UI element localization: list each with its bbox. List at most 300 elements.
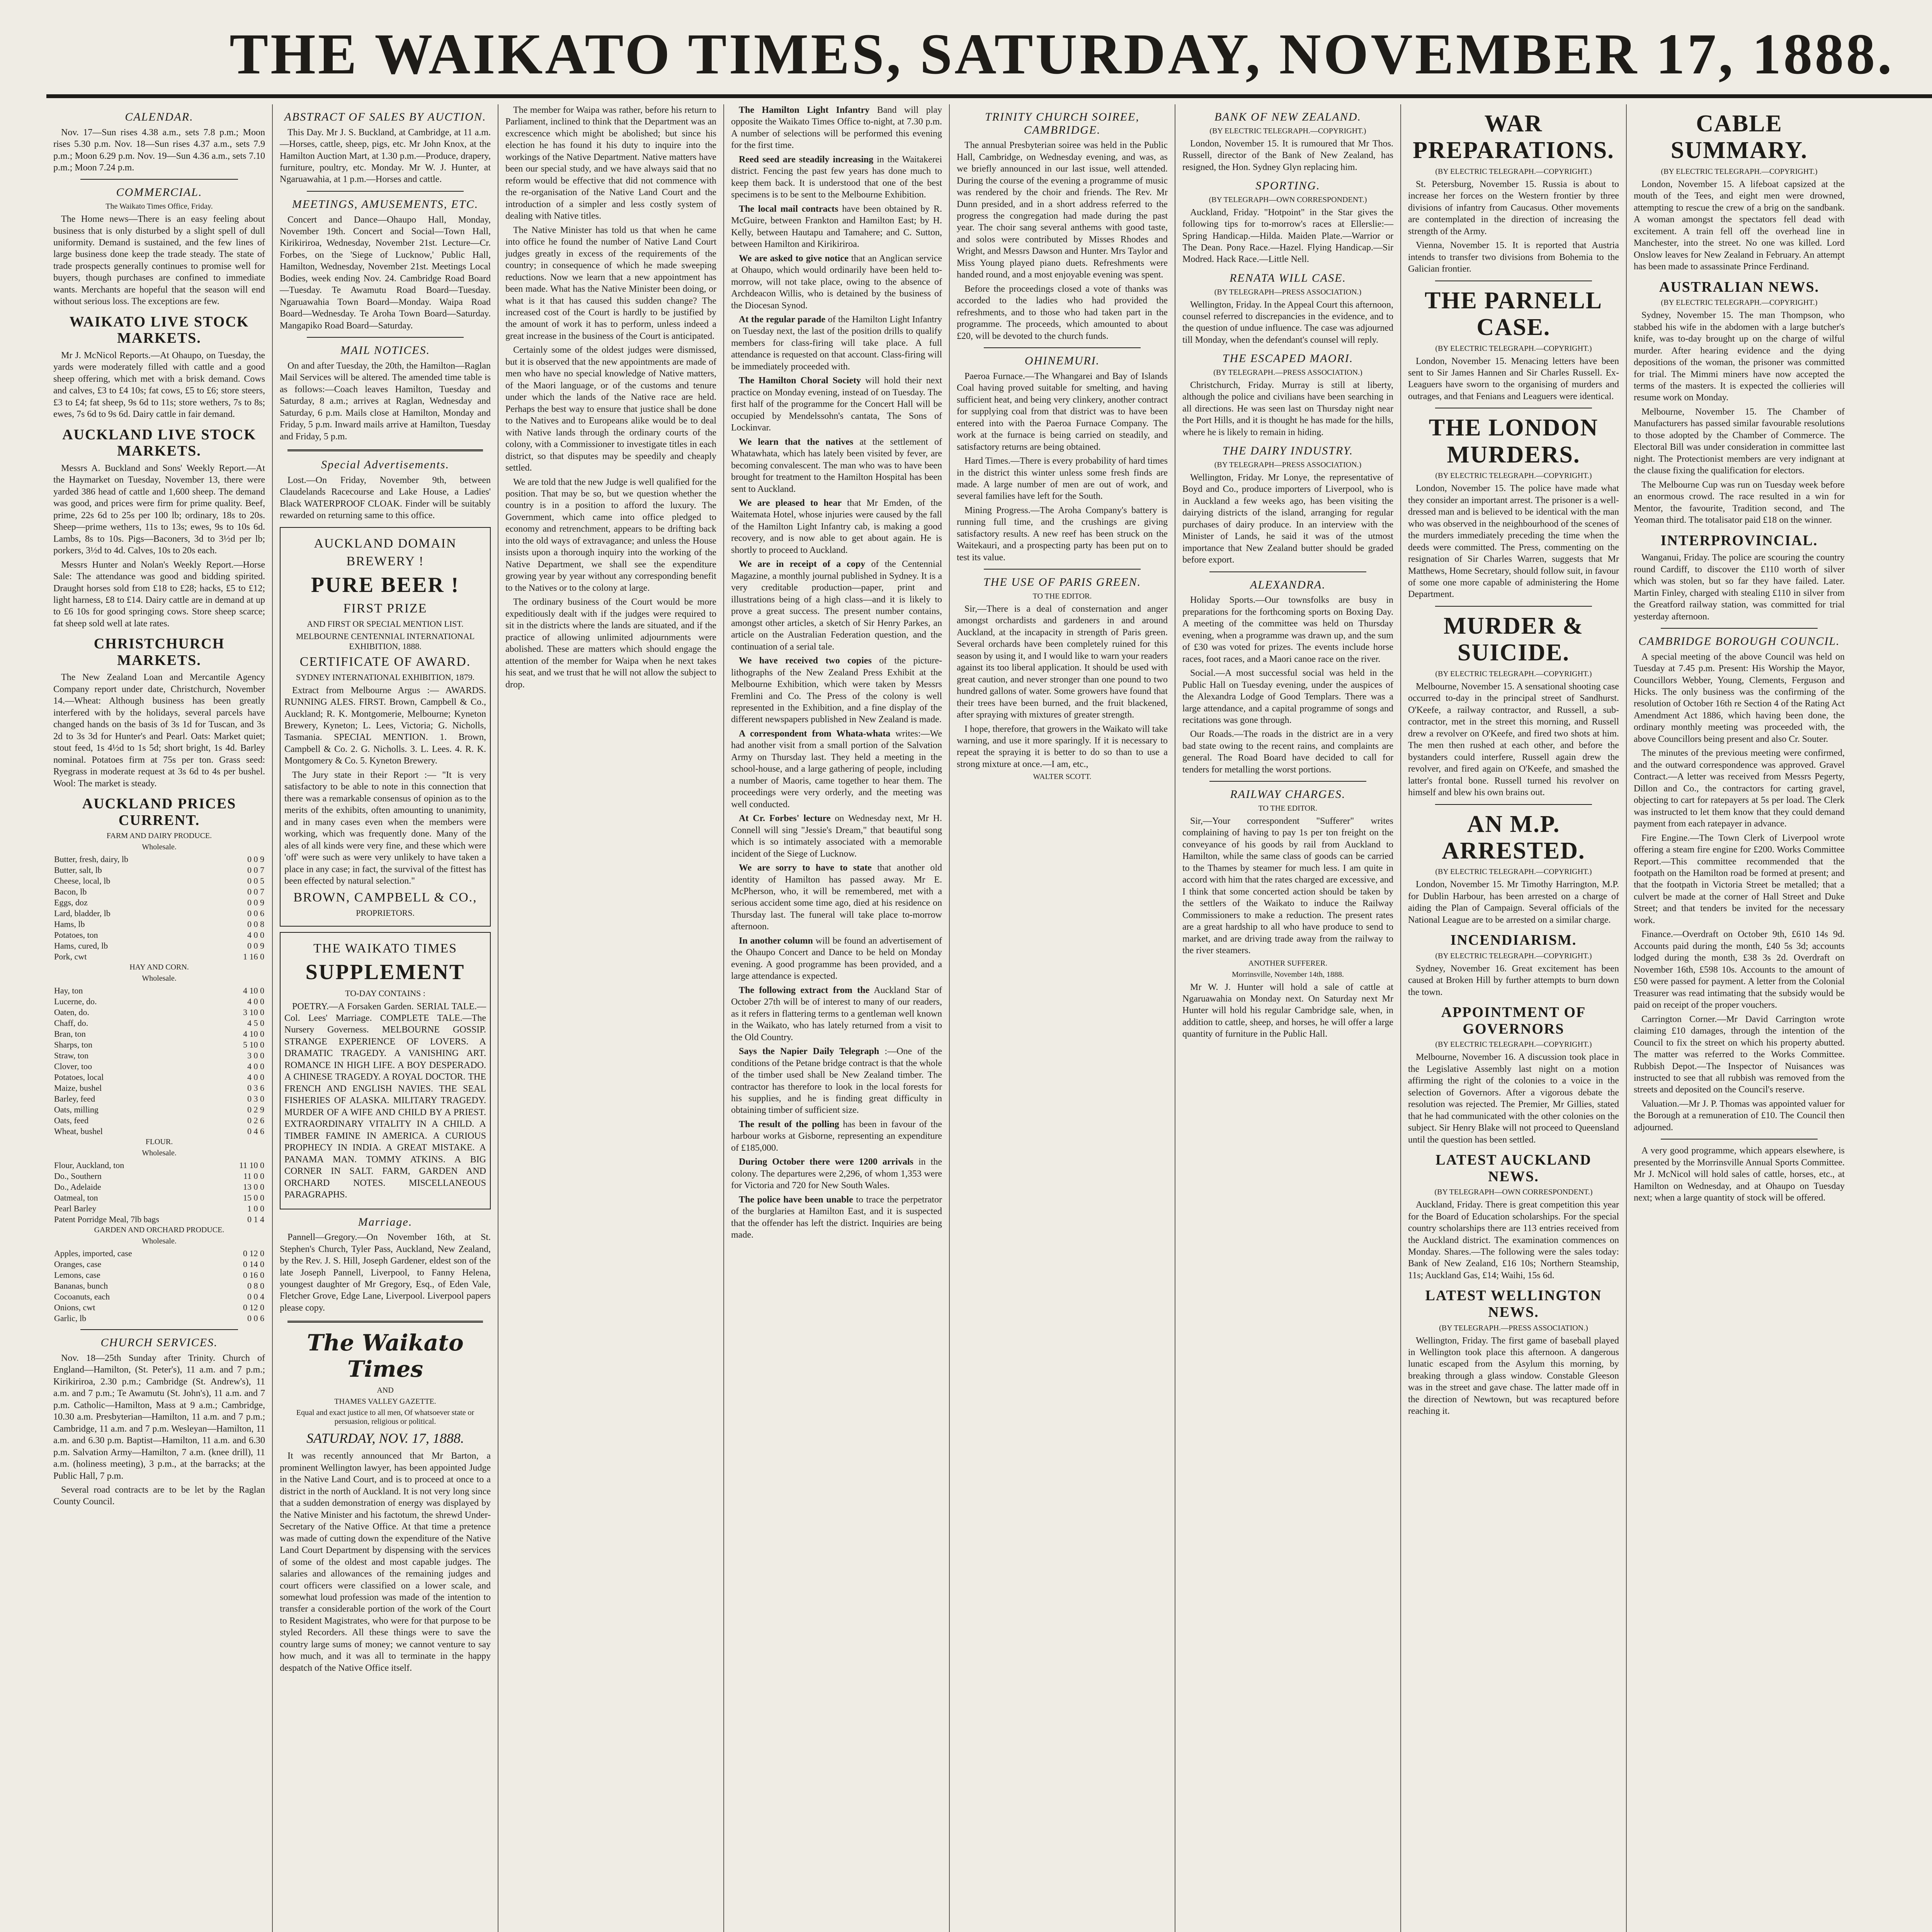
news-item-text: Auckland Star of October 27th will be of interest to many of our readers, as it refers in flattering terms to a gentleman well known in the Waikato, who has lately returned from a visit to the Old Country. [731, 985, 942, 1043]
price-value: 0 0 7 [247, 865, 264, 875]
editorial-date: SATURDAY, NOV. 17, 1888. [306, 1430, 464, 1446]
column-4 [723, 104, 949, 1932]
news-item-text: in the colony. The departures were 2,296, of whom 1,353 were for Victoria and 720 for New South Wales. [731, 1157, 942, 1191]
price-value: 0 0 6 [247, 908, 264, 918]
church-note: Several road contracts are to be let by the Raglan County Council. [53, 1485, 265, 1507]
sporting-text: Auckland, Friday. "Hotpoint" in the Star gives the following tips for to-morrow's races at Ellerslie:—Spring Handicap.—Hilda. Maiden Plate.—Warrior or The Dean. Pony Race.—Hazel. Flying Handicap.—Sir Modred. Hack Race.—Little Nell. [1182, 207, 1393, 265]
newspaper-title: The Waikato Times [307, 1330, 464, 1383]
incendiarism-text: Sydney, November 16. Great excitement has been caused at Broken Hill by further attempts to burn down the town. [1408, 963, 1619, 997]
price-value: 4 0 0 [247, 997, 264, 1007]
supplement-title: THE WAIKATO TIMES [313, 941, 457, 956]
renata-text: Wellington, Friday. In the Appeal Court this afternoon, counsel referred to discrepancies in the evidence, and to the question of undue influence. The case was adjourned till Monday, when the defendant's counsel will reply. [1182, 299, 1393, 345]
news-item-text: have been obtained by R. McGuire, between Frankton and Hamilton East; by H. Kelly, between Hautapu and Tamahere; and C. Sutton, between Hamilton and Kirikiriroa. [731, 204, 942, 250]
price-value: 0 2 6 [247, 1116, 264, 1126]
news-item-text: at the settlement of Whatawhata, which has lately been visited by fever, are becoming convalescent. The man who was to have been brought for treatment to the Hamilton Hospital has been sent to Auckland. [731, 437, 942, 494]
meetings-text: Concert and Dance—Ohaupo Hall, Monday, November 19th. Concert and Social—Town Hall, Kirikiriroa, Wednesday, November 21st. Lecture—Cr. Forbes, on the 'Siege of Lucknow,' Public Hall, Hamilton, Wednesday, November 21st. Meetings Local Bodies, week ending Nov. 24. Cambridge Road Board—Tuesday. Te Awamutu Road Board—Tuesday. Ngaruawahia Town Board—Monday. Waipa Road Board—Wednesday. Te Aroha Town Board—Saturday. Mangapiko Road Board—Saturday. [280, 214, 491, 331]
renata-sub: (BY TELEGRAPH—PRESS ASSOCIATION.) [1214, 287, 1362, 296]
first-mention: AND FIRST OR SPECIAL MENTION LIST. [307, 619, 464, 629]
price-value: 0 0 5 [247, 876, 264, 886]
brewery-slogan: PURE BEER ! [311, 573, 460, 597]
price-value: 0 2 9 [247, 1105, 264, 1115]
governors-heading: APPOINTMENT OF GOVERNORS [1441, 1004, 1586, 1037]
sporting-sub: (BY TELEGRAPH—OWN CORRESPONDENT.) [1209, 195, 1367, 204]
column-7 [1400, 104, 1626, 1932]
price-row [53, 1281, 265, 1291]
news-item [731, 1194, 942, 1241]
railway-heading: RAILWAY CHARGES. [1230, 788, 1346, 801]
price-row [53, 1018, 265, 1029]
news-item-text: that Mr Emden, of the Waitemata Hotel, whose injuries were caused by the fall of the Hamilton Light Infantry cab, is making a good recovery, and is now able to get about again. He is shortly to proceed to Auckland. [731, 498, 942, 555]
price-value: 15 0 0 [243, 1193, 264, 1203]
price-row [53, 1203, 265, 1214]
governors-text: Melbourne, November 16. A discussion took place in the Legislative Assembly last night on a motion affirming the right of the colonies to a voice in the selection of Governors. After a vigorous debate the resolution was rejected. The Premier, Mr Gillies, stated that he had communicated with the other colonies on the subject. Sir Henry Blake will not proceed to Queensland until the question has been settled. [1408, 1052, 1619, 1145]
separator [1435, 606, 1592, 607]
london-heading: THE LONDON MURDERS. [1429, 415, 1599, 468]
paris-green-text: Sir,—There is a deal of consternation and anger amongst orchardists and gardeners in and around Auckland, at the incapacity in strength of Paris green. Several orchards have been completely ruined for this season by using it, and I would like to warn your readers against its too liberal application. It should be used with great caution, and never stronger than one pound to two hundred gallons of water. Some growers have found that their trees have been burned, and the fruit blackened, after spraying with mixtures of greater strength. [957, 604, 1168, 720]
news-item-lead: A correspondent from Whata-whata [739, 728, 891, 739]
news-item-lead: The police have been unable [739, 1194, 853, 1205]
awards-extract: Extract from Melbourne Argus :— AWARDS. RUNNING ALES. FIRST. Brown, Campbell & Co., Auckland; R. K. Montgomerie, Melbourne; Kyneton Brewery, Kyneton; L. Lees, Victoria; G. Nicholls, Tasmania. SPECIAL MENTION. 1. Brown, Campbell & Co. 2. G. Nicholls. 3. L. Lees. 4. R. K. Montgomery & Co. 5. Kyneton Brewery. [284, 685, 486, 766]
price-item: Butter, salt, lb [54, 865, 102, 875]
prices-flour-table [53, 1160, 265, 1225]
bank-text: London, November 15. It is rumoured that Mr Thos. Russell, director of the Bank of New Zealand, has resigned, the Hon. Sydney Glyn replacing him. [1182, 138, 1393, 172]
mp-text: London, November 15. Mr Timothy Harrington, M.P. for Dublin Harbour, has been arrested on a charge of aiding the Plan of Campaign. Several officials of the National League are to be arrested on a similar charge. [1408, 879, 1619, 925]
lost-notice: Lost.—On Friday, November 9th, between Claudelands Racecourse and Lake House, a Ladies' Black WATERPROOF CLOAK. Finder will be suitably rewarded on returning same to this office. [280, 475, 491, 521]
price-item: Flour, Auckland, ton [54, 1160, 124, 1170]
dairy-heading: THE DAIRY INDUSTRY. [1222, 444, 1354, 457]
news-item [731, 203, 942, 250]
price-row [53, 1039, 265, 1050]
bank-sub: (BY ELECTRIC TELEGRAPH.—COPYRIGHT.) [1209, 126, 1366, 135]
price-value: 0 12 0 [243, 1303, 264, 1313]
incendiarism-heading: INCENDIARISM. [1450, 932, 1577, 949]
news-item [731, 314, 942, 372]
prices-garden-table [53, 1248, 265, 1324]
brewery-firm: BROWN, CAMPBELL & CO., [293, 890, 477, 905]
latest-wellington-sub: (BY TELEGRAPH.—PRESS ASSOCIATION.) [1439, 1323, 1588, 1332]
price-row [53, 1061, 265, 1072]
price-item: Bacon, lb [54, 887, 87, 897]
news-item-text: of the Hamilton Light Infantry on Tuesday next, the last of the position drills to qualify members for class-firing will take place. A full attendance is requested on that account. Class-firing will be immediately proceeded with. [731, 314, 942, 372]
war-text: St. Petersburg, November 15. Russia is about to increase her forces on the Western frontier by three divisions of infantry from Caucasus. Other movements are contemplated in the direction of increasing the strength of the Army. [1408, 179, 1619, 236]
council-text-5: Carrington Corner.—Mr David Carrington wrote claiming £10 damages, through the intention of the Council to fix the street on which his property abutted. The matter was referred to the Works Committee. Rubbish Depot.—The Inspector of Nuisances was instructed to see that all rubbish was removed from the streets and deposited on the Council's reserve. [1634, 1014, 1845, 1095]
price-row [53, 1171, 265, 1182]
price-row [53, 930, 265, 940]
prices-hay-note: Wholesale. [142, 974, 177, 983]
paris-green-sub: TO THE EDITOR. [1032, 592, 1092, 600]
london-text: London, November 15. The police have made what they consider an important arrest. The prisoner is a well-dressed man and is believed to be identical with the man who was observed in the neighbourhood of the scenes of the murders immediately preceding the time when the deeds were committed. The Press, commenting on the resignation of Sir Charles Warren, suggests that Mr Matthews, Home Secretary, should follow suit, in favour of some one more capable of administering the Home Department. [1408, 483, 1619, 600]
supplement-contents: POETRY.—A Forsaken Garden. SERIAL TALE.—Col. Lees' Marriage. COMPLETE TALE.—The Nursery Governess. MELBOURNE GOSSIP. STRANGE EXPERIENCE OF LOVERS. A DRAMATIC TRAGEDY. A VANISHING ART. ROMANCE IN HIGH LIFE. A BOY DESPERADO. A CHINESE TRAGEDY. A ROYAL DOCTOR. THE FRENCH AND ENGLISH NAVIES. THE SEAL FISHERIES OF ALASKA. MILITARY TRAGEDY. MURDER OF A WIFE AND CHILD BY A PRIEST. EXTRAORDINARY VITALITY IN A CHILD. A TIMBER FAMINE IN AMERICA. A CURIOUS PROPHECY IN INDIA. A GREAT MISTAKE. A PANAMA MAN. TOMMY ATKINS. A BIG CORNER IN SALT. FARM, GARDEN AND ORCHARD NOTES. MISCELLANEOUS PARAGRAPHS. [284, 1001, 486, 1200]
news-item-text: in the Waitakerei district. Fencing the past few years has done much to keep them back. It is understood that one of the best specimens is to be sent to the Melbourne Exhibition. [731, 154, 942, 200]
price-row [53, 1259, 265, 1270]
christchurch-heading: CHRISTCHURCH MARKETS. [94, 636, 225, 668]
price-row [53, 919, 265, 930]
price-item: Lucerne, do. [54, 997, 97, 1007]
news-item [731, 985, 942, 1043]
news-item [731, 558, 942, 653]
price-value: 4 10 0 [243, 986, 264, 996]
price-row [53, 865, 265, 876]
news-item [731, 1046, 942, 1116]
price-value: 0 0 8 [247, 919, 264, 929]
leader-text-cont-2: The Native Minister has told us that when he came into office he found the number of Native Land Court judges greatly in excess of the requirements of the country; in consequence of which he made sweeping reductions. Now we learn that a new appointment has been made. What has the Native Minister been doing, or what is it that has caused this sudden change? The increased cost of the Court is hardly to be justified by the amount of work it has to perform, unless indeed a great increase in the business of the Court is anticipated. [505, 225, 716, 341]
church-heading: CHURCH SERVICES. [100, 1336, 218, 1349]
australian-text: Sydney, November 15. The man Thompson, who stabbed his wife in the abdomen with a large butcher's knife, was to-day brought up on the charge of wilful murder. After hearing evidence and the dying depositions of the woman, the prisoner was committed for trial. The Mimmi miners have now accepted the terms of the masters. It is expected the collieries will resume work on Monday. [1634, 310, 1845, 403]
price-value: 4 5 0 [247, 1018, 264, 1028]
newspaper-motto: Equal and exact justice to all men, Of whatsoever state or persuasion, religious or political. [296, 1408, 474, 1426]
commercial-heading: COMMERCIAL. [116, 186, 202, 199]
price-row [53, 1126, 265, 1137]
separator [307, 337, 464, 338]
brewery-sub: BREWERY ! [346, 554, 424, 568]
price-item: Wheat, bushel [54, 1126, 103, 1136]
price-value: 0 3 0 [247, 1094, 264, 1104]
price-item: Hams, cured, lb [54, 941, 108, 951]
leader-text-cont-5: The ordinary business of the Court would be more expeditiously dealt with if the judges were required to sit in the districts where the lands are situated, and if the practice of allowing unlimited adjournments were abolished. These are matters which should engage the attention of the member for Waipa when he next takes his seat, and we trust that he will not allow the subject to drop. [505, 597, 716, 690]
news-item [731, 813, 942, 860]
price-value: 0 0 7 [247, 887, 264, 897]
news-item-lead: We have received two copies [739, 656, 872, 666]
price-item: Cheese, local, lb [54, 876, 111, 886]
news-item-lead: Says the Napier Daily Telegraph [739, 1046, 879, 1057]
price-row [53, 1160, 265, 1171]
newspaper-and: AND [377, 1386, 394, 1395]
news-item-text: that another old identity of Hamilton has passed away. Mr E. McPherson, who, it will be remembered, met with a serious accident some time ago, died at his residence on Thursday last. The funeral will take place to-morrow afternoon. [731, 863, 942, 932]
prices-farm-heading: FARM AND DAIRY PRODUCE. [106, 832, 212, 840]
paris-green-text-2: I hope, therefore, that growers in the Waikato will take warning, and use it more sparingly. If it is necessary to repeat the spraying it is better to do so than to use a strong mixture at once.—I am, etc., [957, 724, 1168, 769]
price-value: 13 0 0 [243, 1182, 264, 1192]
church-text: Nov. 18—25th Sunday after Trinity. Church of England—Hamilton, (St. Peter's), 11 a.m. and 7 p.m.; Kirikiriroa, 2.30 p.m.; Cambridge (St. Andrew's), 11 a.m. and 7 p.m.; Te Awamutu (St. John's), 11 a.m. and 7 p.m. Catholic—Hamilton, Mass at 9 a.m.; Cambridge, 10.30 a.m. Presbyterian—Hamilton, 11 a.m. and 7 p.m.; Cambridge, 11 a.m. and 7 p.m. Wesleyan—Hamilton, 11 a.m. and 6.30 p.m. Baptist—Hamilton, 11 a.m. and 6.30 p.m. Salvation Army—Hamilton, 7 a.m. (knee drill), 11 a.m. (holiness meeting), 3 p.m., at the barracks; at the Public Hall, 7 p.m. [53, 1353, 265, 1481]
price-item: Straw, ton [54, 1051, 89, 1061]
price-value: 0 3 6 [247, 1083, 264, 1093]
latest-wellington-text: Wellington, Friday. The first game of baseball played in Wellington took place this afternoon. A dangerous lunatic escaped from the Asylum this morning, by breaking through a glass window. Constable Gleeson was in the street and gave chase. The latter made off in the direction of Newtown, but was recaptured before reaching it. [1408, 1335, 1619, 1417]
price-row [53, 1214, 265, 1225]
price-row [53, 908, 265, 919]
price-value: 4 0 0 [247, 930, 264, 940]
price-row [53, 940, 265, 951]
news-item-lead: At the regular parade [739, 314, 826, 325]
price-value: 0 14 0 [243, 1259, 264, 1269]
commercial-text: The Home news—There is an easy feeling about business that is only disturbed by a slight spell of dull uniformity. Demand is sustained, and the few lines of large business done keep the trade steady. The state of trade prospects generally continues to promise well for buyers, though purchases are confined to immediate wants. Merchants are hopeful that the season will end without serious loss. The exceptions are few. [53, 214, 265, 307]
news-item-text: has been in favour of the harbour works at Gisborne, representing an expenditure of £185,000. [731, 1119, 942, 1153]
cable-heading: CABLE SUMMARY. [1670, 111, 1808, 164]
news-item [731, 104, 942, 151]
prices-flour-note: Wholesale. [142, 1149, 177, 1158]
alexandra-heading: ALEXANDRA. [1250, 578, 1326, 591]
price-row [53, 1094, 265, 1104]
news-item-lead: The result of the polling [739, 1119, 839, 1129]
price-row [53, 1302, 265, 1313]
price-value: 0 8 0 [247, 1281, 264, 1291]
separator [80, 179, 238, 180]
prices-farm-note: Wholesale. [142, 843, 177, 852]
prices-heading: AUCKLAND PRICES CURRENT. [82, 796, 236, 828]
news-item-lead: At Cr. Forbes' lecture [739, 813, 831, 824]
price-value: 0 4 6 [247, 1126, 264, 1136]
council-text-4: Finance.—Overdraft on October 9th, £610 14s 9d. Accounts paid during the month, £40 5s 3d; accounts lodged during the month, £38 3s 2d. Overdraft on November 16th, £598 10s. Accounts to the amount of £50 were passed for payment. A letter from the Colonial Treasurer was read intimating that the subsidy would be paid on receipt of the proper vouchers. [1634, 929, 1845, 1010]
paris-green-heading: THE USE OF PARIS GREEN. [983, 576, 1141, 589]
price-item: Oranges, case [54, 1259, 102, 1269]
separator [287, 449, 483, 451]
murder-sub: (BY ELECTRIC TELEGRAPH.—COPYRIGHT.) [1435, 669, 1592, 678]
news-item-text: of the Centennial Magazine, a monthly journal published in Sydney. It is a very creditable production—paper, print and illustrations being of a high class—and it is likely to prove a great success. The present number contains, amongst other articles, a sketch of Sir Henry Parkes, an article on the Australian Federation question, and the continuation of a serial tale. [731, 559, 942, 652]
australian-text-3: The Melbourne Cup was run on Tuesday week before an enormous crowd. The race resulted in a win for Mentor, the favourite, Tradition second, and The Yeoman third. The totalisator paid £18 on the winner. [1634, 480, 1845, 526]
latest-auckland-text: Auckland, Friday. There is great competition this year for the Board of Education scholarships. For the special country scholarships there are 113 entries received from the Auckland district. The examination commences on Monday. Shares.—The following were the sales today: Bank of New Zealand, £16 10s; Northern Steamship, 11s; Auckland Gas, £14; Waihi, 15s 6d. [1408, 1200, 1619, 1281]
news-item [731, 154, 942, 201]
column-2 [272, 104, 498, 1932]
price-item: Pork, cwt [54, 952, 87, 962]
prices-garden-note: Wholesale. [142, 1237, 177, 1246]
separator [984, 569, 1141, 570]
news-item-text: Band will play opposite the Waikato Times Office to-night, at 7.30 p.m. A number of selections will be performed this evening for the first time. [731, 105, 942, 151]
news-item-lead: The following extract from the [739, 985, 870, 995]
price-row [53, 951, 265, 962]
news-item [731, 1156, 942, 1191]
price-value: 3 0 0 [247, 1051, 264, 1061]
price-value: 1 16 0 [243, 952, 264, 962]
mp-heading: AN M.P. ARRESTED. [1442, 811, 1585, 864]
price-value: 0 1 4 [247, 1214, 264, 1225]
price-item: Oats, feed [54, 1116, 89, 1126]
supplement-advert [280, 932, 491, 1209]
column-8 [1626, 104, 1852, 1932]
news-item-lead: The Hamilton Choral Society [739, 376, 861, 386]
column-6 [1175, 104, 1400, 1932]
masthead-rule [46, 94, 1932, 98]
price-value: 3 10 0 [243, 1007, 264, 1017]
news-item [731, 728, 942, 810]
latest-auckland-heading: LATEST AUCKLAND NEWS. [1435, 1152, 1592, 1185]
news-item-lead: Reed seed are steadily increasing [739, 154, 874, 165]
news-item-lead: During October there were 1200 arrivals [739, 1157, 913, 1167]
news-item-text: to trace the perpetrator of the burglaries at Hamilton East, and it is suspected that the offender has left the district. Inquiries are being made. [731, 1194, 942, 1240]
prices-hay-heading: HAY AND CORN. [129, 963, 189, 972]
ohinemuri-heading: OHINEMURI. [1024, 354, 1100, 367]
separator [287, 1321, 483, 1323]
prices-garden-heading: GARDEN AND ORCHARD PRODUCE. [94, 1226, 224, 1235]
hunter-report-text: Messrs Hunter and Nolan's Weekly Report.—Horse Sale: The attendance was good and bidding spirited. Draught horses sold from £18 to £28; hacks, £5 to £12; light harness, £8 to £14. Dairy cattle are in demand at up to £6 10s for good springing cows. Store sheep scarce; fat sheep sold well at late rates. [53, 560, 265, 629]
price-value: 0 12 0 [243, 1248, 264, 1259]
london-sub: (BY ELECTRIC TELEGRAPH.—COPYRIGHT.) [1435, 471, 1592, 480]
prices-farm-table [53, 854, 265, 962]
price-row [53, 1007, 265, 1018]
price-row [53, 1029, 265, 1039]
separator [80, 1329, 238, 1330]
price-item: Maize, bushel [54, 1083, 102, 1093]
railway-signature: ANOTHER SUFFERER. [1248, 959, 1328, 968]
news-item [731, 253, 942, 311]
price-item: Lemons, case [54, 1270, 100, 1280]
price-row [53, 1313, 265, 1324]
incendiarism-sub: (BY ELECTRIC TELEGRAPH.—COPYRIGHT.) [1435, 951, 1592, 960]
news-item [731, 375, 942, 434]
commercial-subheading: The Waikato Times Office, Friday. [105, 202, 213, 211]
price-row [53, 1291, 265, 1302]
mp-sub: (BY ELECTRIC TELEGRAPH.—COPYRIGHT.) [1435, 867, 1592, 876]
price-item: Bran, ton [54, 1029, 86, 1039]
soiree-heading: TRINITY CHURCH SOIREE, CAMBRIDGE. [985, 111, 1139, 136]
news-item [731, 497, 942, 556]
price-item: Oaten, do. [54, 1007, 90, 1017]
news-item [731, 1119, 942, 1154]
dairy-sub: (BY TELEGRAPH—PRESS ASSOCIATION.) [1214, 460, 1362, 469]
escaped-sub: (BY TELEGRAPH.—PRESS ASSOCIATION.) [1213, 368, 1362, 377]
leader-text-cont-4: We are told that the new Judge is well qualified for the position. That may be so, but we question whether the country is in a position to afford the luxury. The Government, which came into office pledged to economy and retrenchment, appears to be drifting back into the old ways of extravagance; and unless the House insists upon a thorough inquiry into the working of the Native Department, we shall see the expenditure growing year by year without any corresponding benefit to the Natives or to the colony at large. [505, 477, 716, 593]
marriage-heading: Marriage. [358, 1215, 413, 1228]
soiree-text: The annual Presbyterian soiree was held in the Public Hall, Cambridge, on Wednesday evening, and was, as we briefly announced in our last issue, well attended. During the course of the evening a programme of music was rendered by the choir and friends. The Rev. Mr Dunn presided, and in a short address referred to the progress the congregation had made during the past year. The choir sang several anthems with good taste, and solos were contributed by Misses Rhodes and Wright, and Messrs Dawson and Hunter. Mrs Taylor and Miss Young played piano duets. Refreshments were handed round, and a most enjoyable evening was spent. [957, 140, 1168, 280]
price-item: Barley, feed [54, 1094, 95, 1104]
price-item: Do., Adelaide [54, 1182, 101, 1192]
price-row [53, 876, 265, 886]
first-prize: FIRST PRIZE [343, 601, 427, 616]
news-item-lead: We are asked to give notice [739, 253, 849, 264]
price-value: 0 0 9 [247, 854, 264, 864]
council-text-2: The minutes of the previous meeting were confirmed, and the outward correspondence was approved. Gravel Contract.—A letter was received from Messrs Pegerty, Dillon and Co., the contractors for carting gravel, objecting to cart for ratepayers at 5s per load. The Clerk was instructed to let them know that they could demand payment from each ratepayer in advance. [1634, 748, 1845, 829]
price-row [53, 1083, 265, 1094]
price-item: Garlic, lb [54, 1313, 87, 1323]
melbourne-exhibition: MELBOURNE CENTENNIAL INTERNATIONAL EXHIBITION, 1888. [296, 631, 475, 651]
column-5 [949, 104, 1175, 1932]
price-item: Hay, ton [54, 986, 83, 996]
price-item: Potatoes, ton [54, 930, 98, 940]
brewery-name: AUCKLAND DOMAIN [314, 536, 457, 551]
price-value: 0 0 9 [247, 898, 264, 908]
separator [1209, 571, 1366, 572]
price-item: Hams, lb [54, 919, 85, 929]
column-3 [498, 104, 723, 1932]
price-value: 5 10 0 [243, 1040, 264, 1050]
ohinemuri-text: Paeroa Furnace.—The Whangarei and Bay of Islands Coal having proved suitable for smelting, and having sufficient heat, and being very clinkery, another contract for supplying coal from that district was to have been entered into with the Paeroa Furnace Company. The work at the furnace is being carried on steadily, and satisfactory returns are being obtained. [957, 371, 1168, 452]
price-item: Apples, imported, case [54, 1248, 132, 1259]
alexandra-text-2: Social.—A most successful social was held in the Public Hall on Tuesday evening, under the auspices of the Alexandra Lodge of Good Templars. There was a large attendance, and a capital programme of songs and recitations was gone through. [1182, 668, 1393, 725]
news-item-lead: We are pleased to hear [739, 498, 842, 508]
governors-sub: (BY ELECTRIC TELEGRAPH.—COPYRIGHT.) [1435, 1040, 1592, 1049]
price-row [53, 1104, 265, 1115]
price-value: 4 0 0 [247, 1061, 264, 1071]
war-heading: WAR PREPARATIONS. [1413, 111, 1614, 164]
news-item-text: that an Anglican service at Ohaupo, which would ordinarily have been held to-morrow, will not take place, owing to the absence of Archdeacon Willis, who is detained by the business of the Diocesan Synod. [731, 253, 942, 311]
separator [984, 347, 1141, 348]
ohinemuri-text-3: Mining Progress.—The Aroha Company's battery is running full time, and the crushings are giving satisfactory results. A new reef has been struck on the Waitekauri, and a prospecting party has been put on to test its value. [957, 505, 1168, 563]
certificate-award: CERTIFICATE OF AWARD. [299, 654, 471, 669]
news-item-text: will be found an advertisement of the Ohaupo Concert and Dance to be held on Monday evening. A good programme has been provided, and a large attendance is expected. [731, 935, 942, 981]
masthead-title: THE WAIKATO TIMES, SATURDAY, NOVEMBER 17, 1888. [230, 22, 1894, 86]
escaped-text: Christchurch, Friday. Murray is still at liberty, although the police and civilians have been searching in all directions. He was seen last on Thursday night near the Port Hills, and it is thought he has made for the hills, where he is likely to remain in hiding. [1182, 380, 1393, 437]
murder-text: Melbourne, November 15. A sensational shooting case occurred to-day in the principal street of Sandhurst. O'Keefe, a railway contractor, and Russell, a sub-contractor, met in the street this morning, and Russell drew a revolver on O'Keefe, and fired two shots at him. The men then rushed at each other, and before the bystanders could interfere, Russell again drew the revolver, and fired again on O'Keefe, and smashed the latter's frontal bone. Russell turned his revolver on himself and blew his own brains out. [1408, 681, 1619, 798]
columns [46, 104, 1932, 1932]
australian-sub: (BY ELECTRIC TELEGRAPH.—COPYRIGHT.) [1661, 298, 1818, 307]
council-heading: CAMBRIDGE BOROUGH COUNCIL. [1638, 634, 1840, 648]
price-value: 11 0 0 [243, 1171, 264, 1181]
meetings-heading: MEETINGS, AMUSEMENTS, ETC. [292, 197, 479, 211]
price-row [53, 886, 265, 897]
price-item: Oatmeal, ton [54, 1193, 98, 1203]
renata-heading: RENATA WILL CASE. [1229, 271, 1347, 284]
news-item [731, 655, 942, 726]
price-value: 0 0 6 [247, 1313, 264, 1323]
war-sub: (BY ELECTRIC TELEGRAPH.—COPYRIGHT.) [1435, 167, 1592, 176]
cable-text: London, November 15. A lifeboat capsized at the mouth of the Tees, and eight men were drowned, attempting to rescue the crew of a brig on the sandbank. A woman amongst the spectators fell dead with excitement. A train fell off the overhead line in Manchester, into the street. No one was killed. Lord Onslow leaves for New Zealand in February. An attempt has been made to assassinate Prince Ferdinand. [1634, 179, 1845, 272]
price-item: Potatoes, local [54, 1072, 104, 1082]
council-note: A very good programme, which appears elsewhere, is presented by the Morrinsville Annual Sports Committee. Mr J. McNicol will hold sales of cattle, horses, etc., at Hamilton on Wednesday, and at Ohaupo on Tuesday next; when a large quantity of stock will be offered. [1634, 1146, 1845, 1203]
marriage-text: Pannell—Gregory.—On November 16th, at St. Stephen's Church, Tyler Pass, Auckland, New Zealand, by the Rev. J. S. Hill, Joseph Gardener, eldest son of the late Joseph Pannell, Liverpool, to Fanny Helena, youngest daughter of Mr Gregory, Esq., of Eden Vale, Fletcher Grove, Edge Lane, Liverpool. Liverpool papers please copy. [280, 1232, 491, 1313]
news-item-lead: The local mail contracts [739, 204, 838, 214]
cable-sub: (BY ELECTRIC TELEGRAPH.—COPYRIGHT.) [1661, 167, 1818, 176]
war-text-2: Vienna, November 15. It is reported that Austria intends to transfer two divisions from Bohemia to the Galician frontier. [1408, 240, 1619, 274]
price-row [53, 1192, 265, 1203]
council-text-6: Valuation.—Mr J. P. Thomas was appointed valuer for the Borough at a remuneration of £10. The Council then adjourned. [1634, 1099, 1845, 1133]
separator [1661, 628, 1818, 629]
latest-wellington-heading: LATEST WELLINGTON NEWS. [1425, 1287, 1602, 1320]
price-item: Oats, milling [54, 1105, 99, 1115]
news-item-text: :—One of the conditions of the Petane bridge contract is that the whole of the timber used shall be New Zealand timber. The contractor has therefore to look in the local forests for his supplies, and he is finding great difficulty in obtaining timber of sufficient size. [731, 1046, 942, 1116]
latest-auckland-sub: (BY TELEGRAPH—OWN CORRESPONDENT.) [1434, 1188, 1593, 1197]
australian-text-2: Melbourne, November 15. The Chamber of Manufacturers has passed similar favourable resolutions to those adopted by the Chamber of Commerce. The Electoral Bill was under consideration in committee last night. The Protectionist members are very indignant at the clause fixing the qualification for electors. [1634, 406, 1845, 476]
live-stock-heading: WAIKATO LIVE STOCK MARKETS. [69, 313, 249, 347]
news-item-lead: We are sorry to have to state [739, 863, 872, 873]
alexandra-text: Holiday Sports.—Our townsfolks are busy in preparations for the forthcoming sports on Boxing Day. A meeting of the committee was held on Thursday evening, when a programme was drawn up, and the sum of £30 was voted for prizes. The events include horse races, foot races, and a Maori canoe race on the river. [1182, 595, 1393, 664]
paris-green-signature: WALTER SCOTT. [1033, 772, 1092, 781]
price-row [53, 897, 265, 908]
auckland-live-stock-text: Messrs A. Buckland and Sons' Weekly Report.—At the Haymarket on Tuesday, November 13, there were yarded 386 head of cattle and 1,600 sheep. The demand was good, and prices were firm for prime quality. Beef, prime, 22s 6d to 25s per 100 lb; ordinary, 18s to 20s. Sheep—prime wethers, 11s to 13s; ewes, 9s to 10s 6d. Lambs, 8s to 10s. Pigs—Baconers, 3d to 3½d per lb; porkers, 3½d to 4d. Calves, 10s to 20s each. [53, 463, 265, 556]
calendar-text: Nov. 17—Sun rises 4.38 a.m., sets 7.8 p.m.; Moon rises 5.30 p.m. Nov. 18—Sun rises 4.37 a.m., sets 7.9 p.m.; Moon 6.29 p.m. Nov. 19—Sun 4.36 a.m., sets 7.10 p.m.; Moon 7.24 p.m. [53, 127, 265, 173]
price-row [53, 1072, 265, 1083]
separator [1435, 804, 1592, 805]
supplement-note: TO-DAY CONTAINS : [345, 988, 425, 998]
parnell-text: London, November 15. Menacing letters have been sent to Sir James Hannen and Sir Charles Russell. Ex-Leaguers have sworn to the organising of murders and outrages, and that Fenians and Leaguers were identical. [1408, 356, 1619, 401]
australian-heading: AUSTRALIAN NEWS. [1659, 279, 1820, 295]
price-value: 0 0 4 [247, 1292, 264, 1302]
price-row [53, 1182, 265, 1192]
leader-text: It was recently announced that Mr Barton, a prominent Wellington lawyer, has been appointed Judge in the Native Land Court, and is to proceed at once to a district in the north of Auckland. It is not very long since that a sudden demonstration of energy was displayed by the Native Minister and his factotum, the shrewd Under-Secretary of the Native Office. At that time a pretence was made of cutting down the expenditure of the Native Land Court Department by dispensing with the services of some of the oldest and most capable judges. The salaries and allowances of the remaining judges and court officers were classified on a lower scale, and somewhat loud profession was made of the intention to transfer a considerable portion of the work of the Court to Resident Magistrates, who were for that purpose to be styled Recorders. All these things were to save the country large sums of money; we cannot venture to say how much, and it was all to terminate in the happy despatch of the Native Office itself. [280, 1451, 491, 1673]
abstract-text: This Day. Mr J. S. Buckland, at Cambridge, at 11 a.m.—Horses, cattle, sheep, pigs, etc. Mr John Knox, at the Hamilton Auction Mart, at 1.30 p.m.—Produce, drapery, furniture, poultry, etc. Monday. Mr W. J. Hunter, at Ngaruawahia, at 1 p.m.—Horses and cattle. [280, 127, 491, 185]
leader-text-cont-3: Certainly some of the oldest judges were dismissed, but it is observed that the new appointments are made of men who have no special knowledge of Native matters, of the Maori language, or of the customs and tenure under which the lands of the Native race are held. Perhaps the best way to ensure that justice shall be done to the Natives and to Europeans alike would be to deal with Native lands through the ordinary courts of the colony, with a Commissioner to investigate titles in each district, so that disputes may be speedily and cheaply settled. [505, 345, 716, 473]
interprovincial-heading: INTERPROVINCIAL. [1660, 532, 1818, 549]
price-row [53, 854, 265, 865]
price-item: Bananas, bunch [54, 1281, 108, 1291]
christchurch-text: The New Zealand Loan and Mercantile Agency Company report under date, Christchurch, November 14.—Wheat: Although business has been greatly interfered with by the holidays, several parcels have changed hands on the basis of 3s 1d for Tuscan, and 3s 2d to 3s 3d for Hunter's and Pearl. Oats: Market quiet; stout feed, 1s 4½d to 1s 5d; short bright, 1s 4d. Barley nominal. Potatoes firm at 75s per ton. Grass seed: Ryegrass in moderate request at 3s 6d to 4s per bushel. Wool: The market is steady. [53, 672, 265, 789]
supplement-word: SUPPLEMENT [305, 960, 465, 984]
price-item: Pearl Barley [54, 1204, 97, 1214]
price-item: Butter, fresh, dairy, lb [54, 854, 128, 864]
mail-text: On and after Tuesday, the 20th, the Hamilton—Raglan Mail Services will be altered. The amended time table is as follows:—Coach leaves Hamilton, Tuesday and Saturday, 8 a.m.; arrives at Raglan, Wednesday and Saturday, 6 p.m. Mails close at Hamilton, Monday and Friday, 5 p.m. Inward mails arrive at Hamilton, Tuesday and Friday, 5 p.m. [280, 361, 491, 442]
price-value: 1 0 0 [247, 1204, 264, 1214]
escaped-heading: THE ESCAPED MAORI. [1222, 352, 1354, 365]
news-item-lead: We are in receipt of a copy [739, 559, 866, 570]
price-item: Sharps, ton [54, 1040, 92, 1050]
price-row [53, 1270, 265, 1281]
price-item: Lard, bladder, lb [54, 908, 111, 918]
sydney-exhibition: SYDNEY INTERNATIONAL EXHIBITION, 1879. [296, 672, 475, 682]
price-row [53, 1115, 265, 1126]
parnell-sub: (BY ELECTRIC TELEGRAPH.—COPYRIGHT.) [1435, 344, 1592, 353]
news-item [731, 935, 942, 982]
news-item-text: writes:—We had another visit from a small portion of the Salvation Army on Thursday last. They held a meeting in the school-house, and a large gathering of people, including a number of Maoris, came together to hear them. The proceedings were very orderly, and the meeting was well conducted. [731, 728, 942, 810]
price-item: Cocoanuts, each [54, 1292, 110, 1302]
news-item-lead: The Hamilton Light Infantry [739, 105, 870, 115]
news-item-text: will hold their next practice on Monday evening, instead of on Tuesday. The first half of the programme for the Concert Hall will be occupied by Mendelssohn's cantata, The Sons of Lockinvar. [731, 376, 942, 433]
separator [1209, 781, 1366, 782]
price-row [53, 985, 265, 996]
jury-report: The Jury state in their Report :— "It is very satisfactory to be able to note in this connection that there was a remarkable consensus of opinion as to the merits of the exhibits, often amounting to unanimity, and in many cases even when the members were working, which was frequently done. Many of the ales of all kinds were very fine, and these which were 'off' were such as were very unlikely to have taken a place in any case; in fact, the survival of the fittest has been effected by natural selection." [284, 770, 486, 886]
railway-date: Morrinsville, November 14th, 1888. [1232, 970, 1344, 979]
brewery-advert [280, 527, 491, 927]
parnell-heading: THE PARNELL CASE. [1424, 287, 1603, 341]
price-item: Patent Porridge Meal, 7lb bags [54, 1214, 159, 1225]
mail-heading: MAIL NOTICES. [340, 344, 430, 357]
price-value: 0 0 9 [247, 941, 264, 951]
railway-text: Sir,—Your correspondent "Sufferer" writes complaining of having to pay 1s per ton freight on the conveyance of his goods by rail from Auckland to Hamilton, while the same class of goods can be carried to the Thames by steamer for much less. I am quite in accord with him that the rates charged are excessive, and I think that some concerted action should be taken by the settlers of the Waikato to induce the Railway Commissioners to make a reduction. The present rates are a great hardship to all who have produce to send to market, and are driving trade away from the railway to the river steamers. [1182, 816, 1393, 956]
